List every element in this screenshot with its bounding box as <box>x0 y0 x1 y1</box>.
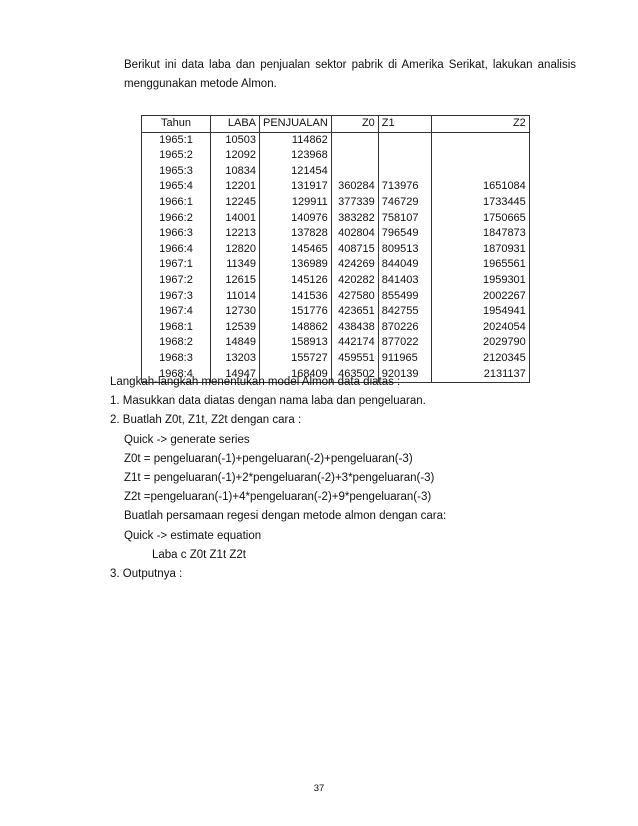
table-cell <box>431 164 529 180</box>
table-cell <box>331 164 378 180</box>
table-cell: 1966:1 <box>142 195 211 211</box>
table-cell <box>331 132 378 148</box>
table-cell: 12615 <box>211 273 260 289</box>
header-z1: Z1 <box>378 116 431 133</box>
table-row <box>142 289 530 305</box>
table-cell: 809513 <box>378 242 431 258</box>
table-cell <box>378 132 431 148</box>
table-cell: 2029790 <box>431 335 529 351</box>
table-cell: 12201 <box>211 179 260 195</box>
table-cell: 842755 <box>378 304 431 320</box>
table-cell: 424269 <box>331 257 378 273</box>
steps-section <box>110 373 570 584</box>
table-cell: 2131137 <box>431 367 529 383</box>
table-cell: 123968 <box>260 148 332 164</box>
table-row <box>142 351 530 367</box>
table-row <box>142 148 530 164</box>
table-row <box>142 211 530 227</box>
table-cell: 13203 <box>211 351 260 367</box>
table-cell: 758107 <box>378 211 431 227</box>
table-cell: 155727 <box>260 351 332 367</box>
table-cell: 14947 <box>211 367 260 383</box>
table-row <box>142 257 530 273</box>
table-cell: 911965 <box>378 351 431 367</box>
table-row <box>142 195 530 211</box>
table-cell: 1966:3 <box>142 226 211 242</box>
table-cell: 1965:3 <box>142 164 211 180</box>
table-cell: 920139 <box>378 367 431 383</box>
steps-heading: Langkah-langkah menentukan model Almon data diatas : <box>110 376 401 388</box>
table-cell <box>431 132 529 148</box>
table-cell: 14001 <box>211 211 260 227</box>
table-cell: 10834 <box>211 164 260 180</box>
table-cell: 1651084 <box>431 179 529 195</box>
quick-generate-line: Quick -> generate series <box>124 433 250 446</box>
table-cell: 1967:2 <box>142 273 211 289</box>
table-cell: 137828 <box>260 226 332 242</box>
table-cell: 408715 <box>331 242 378 258</box>
table-cell: 114862 <box>260 132 332 148</box>
table-cell: 420282 <box>331 273 378 289</box>
table-cell: 1954941 <box>431 304 529 320</box>
table-cell: 841403 <box>378 273 431 289</box>
table-cell: 1968:3 <box>142 351 211 367</box>
table-cell: 140976 <box>260 211 332 227</box>
table-row <box>142 226 530 242</box>
table-cell: 870226 <box>378 320 431 336</box>
header-penjualan: PENJUALAN <box>260 116 332 133</box>
table-cell: 796549 <box>378 226 431 242</box>
table-cell: 1966:4 <box>142 242 211 258</box>
table-cell: 746729 <box>378 195 431 211</box>
table-cell <box>331 148 378 164</box>
header-z2: Z2 <box>431 116 529 133</box>
table-cell: 11014 <box>211 289 260 305</box>
table-cell: 12245 <box>211 195 260 211</box>
z1t-formula: Z1t = pengeluaran(-1)+2*pengeluaran(-2)+3*pengeluaran(-3) <box>124 472 435 485</box>
table-cell: 463502 <box>331 367 378 383</box>
table-cell: 1965561 <box>431 257 529 273</box>
table-header-row <box>142 116 530 133</box>
table-cell: 2024054 <box>431 320 529 336</box>
table-cell: 427580 <box>331 289 378 305</box>
table-cell: 1967:1 <box>142 257 211 273</box>
table-cell: 2120345 <box>431 351 529 367</box>
table-row <box>142 242 530 258</box>
data-table <box>141 115 530 383</box>
table-cell: 438438 <box>331 320 378 336</box>
table-cell: 145465 <box>260 242 332 258</box>
table-cell: 1968:2 <box>142 335 211 351</box>
table-cell: 1965:4 <box>142 179 211 195</box>
table-cell: 1966:2 <box>142 211 211 227</box>
table-cell: 459551 <box>331 351 378 367</box>
table-row <box>142 273 530 289</box>
header-z0: Z0 <box>331 116 378 133</box>
table-cell: 442174 <box>331 335 378 351</box>
table-cell: 145126 <box>260 273 332 289</box>
header-tahun: Tahun <box>142 116 211 133</box>
table-cell: 1967:4 <box>142 304 211 320</box>
header-laba: LABA <box>211 116 260 133</box>
table-cell: 14849 <box>211 335 260 351</box>
table-cell: 10503 <box>211 132 260 148</box>
table-cell <box>378 148 431 164</box>
table-body <box>142 132 530 383</box>
table-cell: 158913 <box>260 335 332 351</box>
table-cell: 2002267 <box>431 289 529 305</box>
table-row <box>142 132 530 148</box>
table-cell: 877022 <box>378 335 431 351</box>
table-row <box>142 164 530 180</box>
table-row <box>142 304 530 320</box>
table-cell: 1733445 <box>431 195 529 211</box>
table-cell: 713976 <box>378 179 431 195</box>
table-cell: 148862 <box>260 320 332 336</box>
table-cell <box>378 164 431 180</box>
table-cell: 1967:3 <box>142 289 211 305</box>
table-cell: 151776 <box>260 304 332 320</box>
table-cell: 12092 <box>211 148 260 164</box>
z0t-formula: Z0t = pengeluaran(-1)+pengeluaran(-2)+pengeluaran(-3) <box>124 452 413 465</box>
page-number: 37 <box>313 783 325 794</box>
table-cell: 1870931 <box>431 242 529 258</box>
table-cell: 383282 <box>331 211 378 227</box>
table-cell: 141536 <box>260 289 332 305</box>
table-cell: 131917 <box>260 179 332 195</box>
z2t-formula: Z2t =pengeluaran(-1)+4*pengeluaran(-2)+9*pengeluaran(-3) <box>124 491 432 504</box>
step-3: 3. Outputnya : <box>110 568 183 581</box>
regression-instruction: Buatlah persamaan regesi dengan metode almon dengan cara: <box>124 510 447 523</box>
table-cell: 12213 <box>211 226 260 242</box>
table-cell: 12539 <box>211 320 260 336</box>
table-cell <box>431 148 529 164</box>
table-row <box>142 335 530 351</box>
table-cell: 1847873 <box>431 226 529 242</box>
table-row <box>142 179 530 195</box>
table-cell: 129911 <box>260 195 332 211</box>
table-cell: 1959301 <box>431 273 529 289</box>
table-cell: 844049 <box>378 257 431 273</box>
table-cell: 136989 <box>260 257 332 273</box>
table-cell: 1968:1 <box>142 320 211 336</box>
intro-paragraph: Berikut ini data laba dan penjualan sektor pabrik di Amerika Serikat, lakukan analisis menggunakan metode Almon. <box>124 59 576 90</box>
table-cell: 360284 <box>331 179 378 195</box>
table-cell: 1965:2 <box>142 148 211 164</box>
table-cell: 423651 <box>331 304 378 320</box>
table-cell: 168409 <box>260 367 332 383</box>
table-cell: 1750665 <box>431 211 529 227</box>
quick-estimate-line: Quick -> estimate equation <box>124 529 262 542</box>
table-cell: 855499 <box>378 289 431 305</box>
step-1: 1. Masukkan data diatas dengan nama laba dan pengeluaran. <box>110 395 426 408</box>
table-cell: 11349 <box>211 257 260 273</box>
equation-spec: Laba c Z0t Z1t Z2t <box>152 548 246 561</box>
table-cell: 1965:1 <box>142 132 211 148</box>
table-cell: 402804 <box>331 226 378 242</box>
step-2: 2. Buatlah Z0t, Z1t, Z2t dengan cara : <box>110 414 302 427</box>
table-cell: 377339 <box>331 195 378 211</box>
table-cell: 121454 <box>260 164 332 180</box>
table-row <box>142 320 530 336</box>
table-cell: 12730 <box>211 304 260 320</box>
table-cell: 1968:4 <box>142 367 211 383</box>
table-cell: 12820 <box>211 242 260 258</box>
